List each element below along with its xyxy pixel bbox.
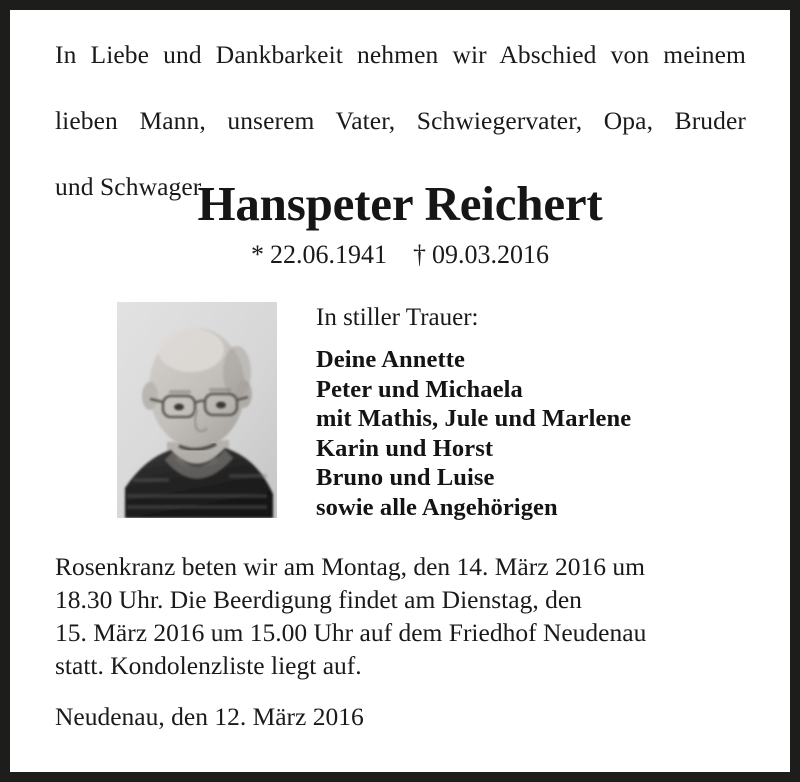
service-details <box>55 550 755 682</box>
intro-line-2: lieben Mann, unserem Vater, Schwiegervater, Opa, Bruder <box>55 106 746 135</box>
portrait-illustration <box>117 302 277 518</box>
life-dates <box>10 238 790 272</box>
mourner-item: mit Mathis, Jule und Marlene <box>316 405 632 432</box>
birth-date: 22.06.1941 <box>270 240 387 269</box>
service-line-2: 18.30 Uhr. Die Beerdigung findet am Dienstag, den <box>55 585 582 614</box>
service-line-1: Rosenkranz beten wir am Montag, den 14. März 2016 um <box>55 552 645 581</box>
birth-symbol-icon: * <box>251 240 264 269</box>
intro-line-3: und Schwager <box>55 172 202 201</box>
death-date: 09.03.2016 <box>432 240 549 269</box>
deceased-name: Hanspeter Reichert <box>197 176 603 231</box>
mourner-item: Peter und Michaela <box>316 375 523 403</box>
cross-symbol-icon: † <box>413 240 426 269</box>
service-line-4: statt. Kondolenzliste liegt auf. <box>55 651 362 680</box>
portrait-photo <box>117 302 277 518</box>
mourners-block <box>316 302 746 522</box>
mourner-item: Bruno und Luise <box>316 464 495 491</box>
mourners-heading: In stiller Trauer: <box>316 304 479 331</box>
closing-line: Neudenau, den 12. März 2016 <box>55 702 364 731</box>
mourners-list <box>316 345 746 522</box>
mourner-item: sowie alle Angehörigen <box>316 493 558 521</box>
mourner-item: Karin und Horst <box>316 434 494 462</box>
notice-inner <box>10 10 790 772</box>
service-line-3: 15. März 2016 um 15.00 Uhr auf dem Friedhof Neudenau <box>55 618 647 647</box>
mourner-item: Deine Annette <box>316 346 465 373</box>
intro-line-1: In Liebe und Dankbarkeit nehmen wir Abschied von meinem <box>55 40 746 69</box>
